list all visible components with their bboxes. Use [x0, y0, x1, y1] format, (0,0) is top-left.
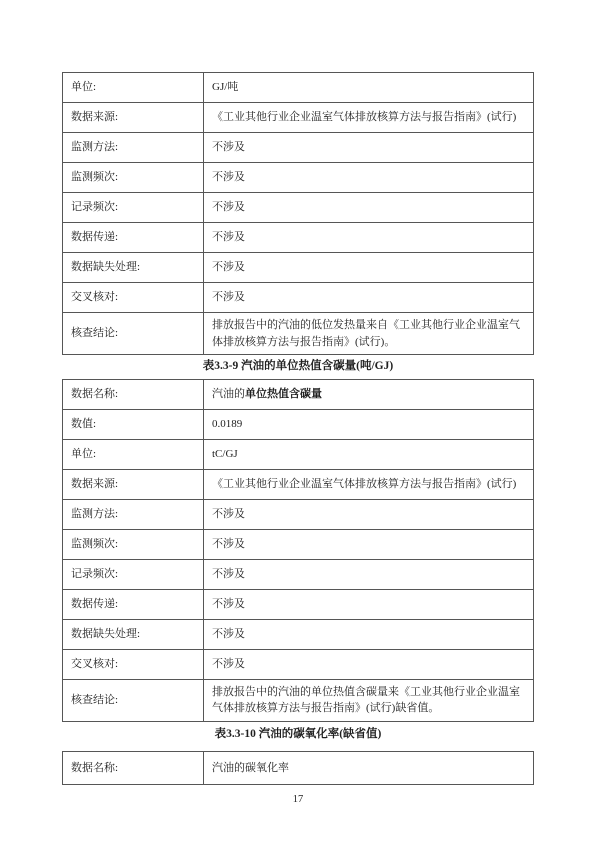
row-value: 不涉及 [204, 283, 534, 313]
table-row [63, 379, 534, 409]
row-label: 数值: [63, 409, 204, 439]
row-value: 不涉及 [204, 193, 534, 223]
row-value: 不涉及 [204, 133, 534, 163]
row-label: 监测方法: [63, 133, 204, 163]
row-label: 数据传递: [63, 223, 204, 253]
row-value: 不涉及 [204, 619, 534, 649]
value-text-bold: 单位热值含碳量 [245, 388, 322, 401]
row-label: 交叉核对: [63, 649, 204, 679]
row-value: GJ/吨 [204, 73, 534, 103]
row-value: tC/GJ [204, 439, 534, 469]
row-label: 核查结论: [63, 313, 204, 355]
row-label: 交叉核对: [63, 283, 204, 313]
row-value: 不涉及 [204, 499, 534, 529]
table-row [63, 619, 534, 649]
row-value [204, 379, 534, 409]
row-label: 数据传递: [63, 589, 204, 619]
table-row [63, 253, 534, 283]
table-row [63, 589, 534, 619]
row-value: 不涉及 [204, 529, 534, 559]
parameter-table-gasoline-heating-value [62, 72, 534, 355]
row-value: 不涉及 [204, 649, 534, 679]
table-row [63, 469, 534, 499]
row-label: 数据缺失处理: [63, 253, 204, 283]
row-label: 监测方法: [63, 499, 204, 529]
table-row [63, 439, 534, 469]
table-row [63, 529, 534, 559]
row-value: 不涉及 [204, 589, 534, 619]
table-row [63, 649, 534, 679]
value-text: 汽油的 [212, 388, 245, 401]
row-label: 单位: [63, 73, 204, 103]
row-label: 单位: [63, 439, 204, 469]
row-value: 不涉及 [204, 163, 534, 193]
page-content [62, 72, 534, 805]
row-label: 记录频次: [63, 559, 204, 589]
table-caption-3-3-9: 表3.3-9 汽油的单位热值含碳量(吨/GJ) [202, 360, 394, 372]
row-value: 《工业其他行业企业温室气体排放核算方法与报告指南》(试行) [204, 103, 534, 133]
row-value: 排放报告中的汽油的单位热值含碳量来《工业其他行业企业温室气体排放核算方法与报告指南》(试行)缺省值。 [204, 679, 534, 721]
page-number: 17 [292, 793, 304, 805]
row-value: 不涉及 [204, 253, 534, 283]
table-row [63, 73, 534, 103]
table-row [63, 499, 534, 529]
table-row [63, 133, 534, 163]
table-row [63, 283, 534, 313]
row-label: 记录频次: [63, 193, 204, 223]
row-value: 不涉及 [204, 223, 534, 253]
row-label: 监测频次: [63, 529, 204, 559]
row-value: 0.0189 [204, 409, 534, 439]
row-label: 数据来源: [63, 103, 204, 133]
table-caption-3-3-10: 表3.3-10 汽油的碳氧化率(缺省值) [214, 727, 382, 740]
row-value: 《工业其他行业企业温室气体排放核算方法与报告指南》(试行) [204, 469, 534, 499]
table-row [63, 409, 534, 439]
table-row [63, 751, 534, 784]
row-label: 数据来源: [63, 469, 204, 499]
row-label: 数据缺失处理: [63, 619, 204, 649]
parameter-table-gasoline-carbon-content [62, 379, 534, 722]
row-label: 监测频次: [63, 163, 204, 193]
table-row [63, 163, 534, 193]
row-label: 数据名称: [63, 751, 204, 784]
table-row [63, 103, 534, 133]
table-row [63, 559, 534, 589]
row-value: 不涉及 [204, 559, 534, 589]
table-row [63, 679, 534, 721]
row-label: 核查结论: [63, 679, 204, 721]
table-row [63, 223, 534, 253]
row-value: 汽油的碳氧化率 [204, 751, 534, 784]
parameter-table-gasoline-oxidation-rate [62, 751, 534, 785]
table-row [63, 193, 534, 223]
table-row [63, 313, 534, 355]
row-label: 数据名称: [63, 379, 204, 409]
row-value: 排放报告中的汽油的低位发热量来自《工业其他行业企业温室气体排放核算方法与报告指南》(试行)。 [204, 313, 534, 355]
